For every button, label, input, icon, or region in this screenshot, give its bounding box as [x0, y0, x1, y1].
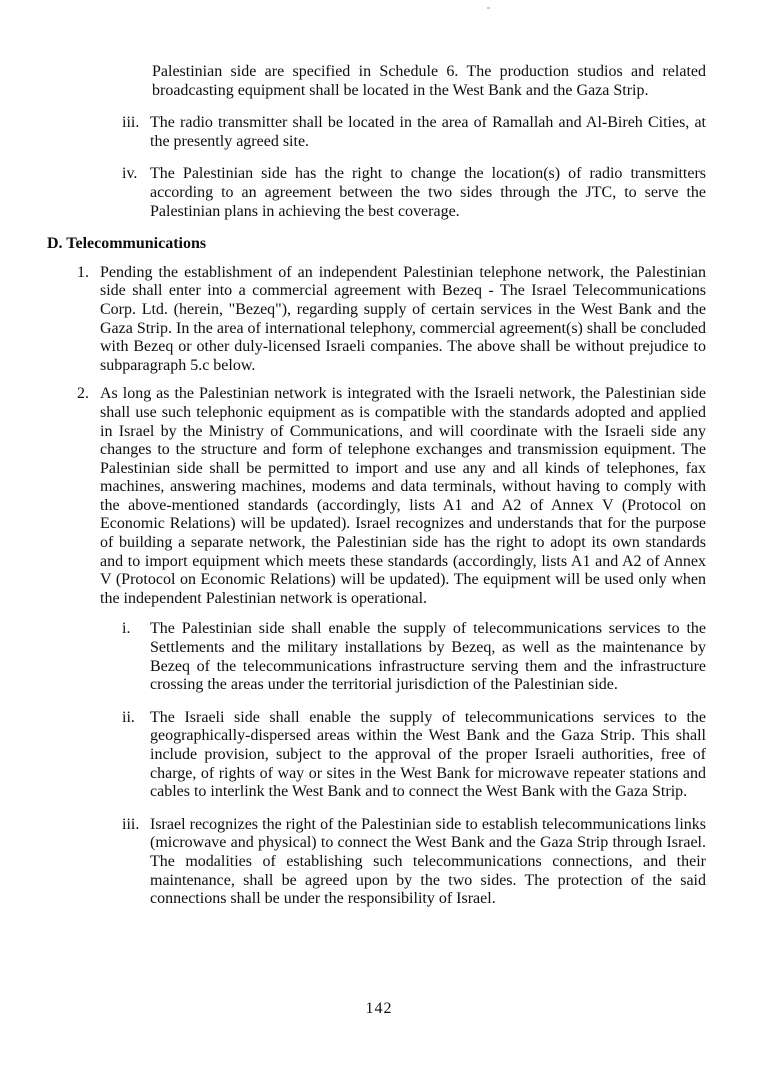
- list-item-numbered-1: [47, 264, 706, 376]
- list-item-text: Israel recognizes the right of the Palestinian side to establish telecommunications links (microwave and physical) to connect the West Bank and the Gaza Strip through Israel. The modalities of establishing such telecommunications connections, and their maintenance, shall be agreed upon by the two sides. The protection of the said connections shall be under the responsibility of Israel.: [150, 815, 706, 908]
- list-marker: iii.: [122, 815, 140, 833]
- section-heading-telecommunications: D. Telecommunications: [47, 235, 207, 253]
- list-marker: iv.: [122, 165, 138, 183]
- list-item-text: The radio transmitter shall be located in the area of Ramallah and Al-Bireh Cities, at the presently agreed site.: [150, 114, 706, 150]
- list-item-text: The Israeli side shall enable the supply of telecommunications services to the geographically-dispersed areas within the West Bank and the Gaza Strip. This shall include provision, subject to the approval of the proper Israeli authorities, free of charge, of rights of way or sites in the West Bank for microwave repeater stations and cables to interlink the West Bank and to connect the West Bank with the Gaza Strip.: [150, 708, 706, 801]
- list-item-text: The Palestinian side has the right to change the location(s) of radio transmitters according to an agreement between the two sides through the JTC, to serve the Palestinian plans in achieving the best coverage.: [150, 165, 706, 220]
- list-item-text: Pending the establishment of an independent Palestinian telephone network, the Palestinian side shall enter into a commercial agreement with Bezeq - The Israel Telecommunications Corp. Ltd. (herein, "Bezeq"), regarding supply of certain services in the West Bank and the Gaza Strip. In the area of international telephony, commercial agreement(s) shall be concluded with Bezeq or other duly-licensed Israeli companies. The above shall be without prejudice to subparagraph 5.c below.: [100, 263, 706, 374]
- list-marker: i.: [122, 620, 131, 638]
- list-marker: 1.: [77, 263, 89, 281]
- paragraph-continuation: Palestinian side are specified in Schedule 6. The production studios and related broadcasting equipment shall be located in the West Bank and the Gaza Strip.: [152, 63, 706, 99]
- list-marker: iii.: [122, 114, 140, 132]
- page-content: [47, 63, 706, 923]
- list-marker: ii.: [122, 708, 135, 726]
- scan-artifact: [487, 7, 490, 9]
- list-item-text: The Palestinian side shall enable the supply of telecommunications services to the Settlements and the military installations by Bezeq, as well as the maintenance by Bezeq of the telecommunications infrastructure serving them and the infrastructure crossing the areas under the territorial jurisdiction of the Palestinian side.: [150, 620, 706, 694]
- list-item-roman-i-sub: [47, 620, 706, 694]
- list-marker: 2.: [77, 385, 89, 403]
- page-number: 142: [365, 1000, 393, 1017]
- sub-item-group: [47, 620, 706, 908]
- list-item-text: As long as the Palestinian network is integrated with the Israeli network, the Palestinian side shall use such telephonic equipment as is compatible with the standards adopted and applied in Israel by the Ministry of Communications, and will coordinate with the Israeli side any changes to the structure and form of telephone exchanges and transmission equipment. The Palestinian side shall be permitted to import and use any and all kinds of telephones, fax machines, answering machines, modems and data terminals, without having to comply with the above-mentioned standards (accordingly, lists A1 and A2 of Annex V (Protocol on Economic Relations) will be updated). Israel recognizes and understands that for the purpose of building a separate network, the Palestinian side has the right to adopt its own standards and to import equipment which meets these standards (accordingly, lists A1 and A2 of Annex V (Protocol on Economic Relations) will be updated). The equipment will be used only when the independent Palestinian network is operational.: [100, 385, 706, 607]
- list-item-roman-ii-sub: [47, 709, 706, 802]
- list-item-roman-iv-top: [47, 165, 706, 221]
- list-item-roman-iii-sub: [47, 816, 706, 909]
- list-item-roman-iii-top: [47, 114, 706, 151]
- list-item-numbered-2: [47, 385, 706, 608]
